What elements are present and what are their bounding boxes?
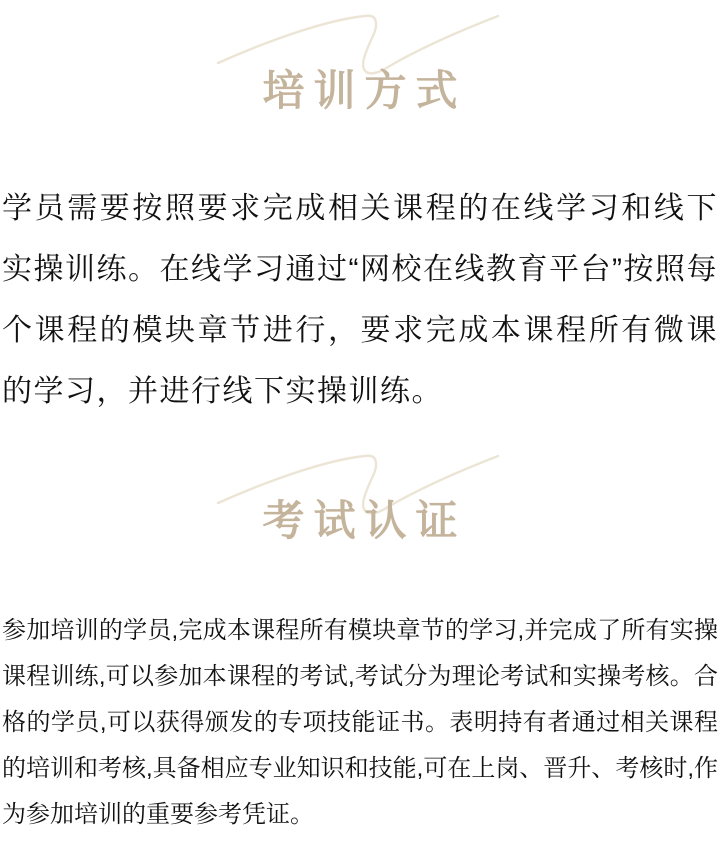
section-header xyxy=(0,440,720,542)
section-exam-certification xyxy=(0,440,720,838)
section-title: 培训方式 xyxy=(262,67,467,114)
section-header xyxy=(0,0,720,112)
section-title: 考试认证 xyxy=(262,497,467,544)
section-body: 参加培训的学员,完成本课程所有模块章节的学习,并完成了所有实操课程训练,可以参加本课程的考试,考试分为理论考试和实操考核。合格的学员,可以获得颁发的专项技能证书。表明持有者通过相关课程的培训和考核,具备相应专业知识和技能,可在上岗、晋升、考核时,作为参加培训的重要参考凭证。 xyxy=(2,617,719,828)
section-body: 学员需要按照要求完成相关课程的在线学习和线下实操训练。在线学习通过“网校在线教育平台”按照每个课程的模块章节进行，要求完成本课程所有微课的学习，并进行线下实操训练。 xyxy=(2,192,718,408)
section-training-method xyxy=(0,0,720,422)
